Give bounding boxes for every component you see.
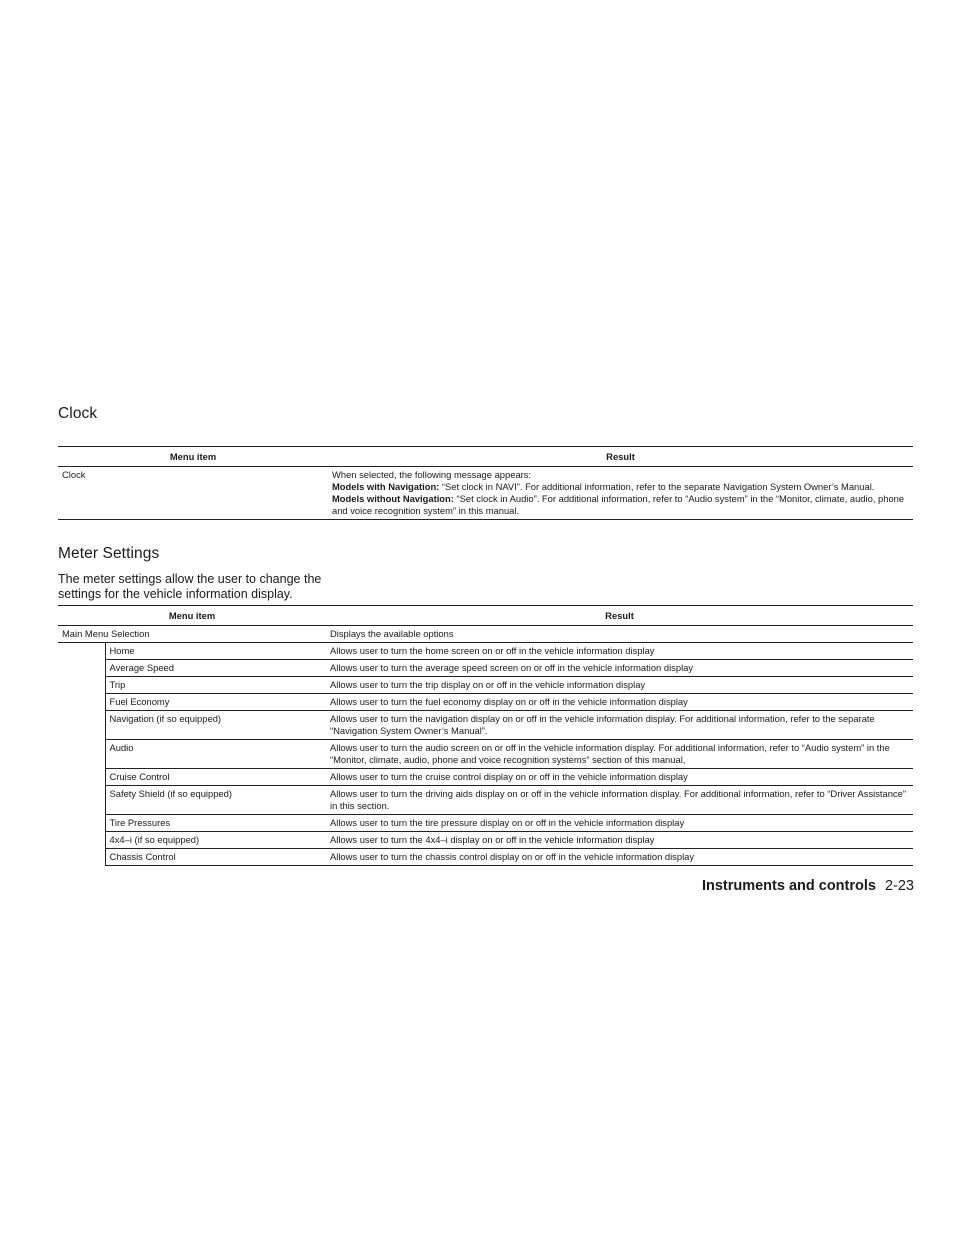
without-nav-text: “Set clock in Audio”. For additional information, refer to “Audio system” in the “Monitor, climate, audio, phone and voice recognition system” in this manual. (332, 493, 905, 516)
page-footer (702, 878, 914, 894)
sub-menu-result: Allows user to turn the 4x4–i display on or off in the vehicle information display (326, 832, 913, 849)
table-row (58, 740, 913, 769)
table-row (58, 467, 913, 520)
sub-menu-result: Allows user to turn the cruise control display on or off in the vehicle information display (326, 769, 913, 786)
indent-spacer-cell (58, 643, 105, 866)
meter-table-header-row (58, 606, 913, 626)
clock-header-menu-item: Menu item (58, 447, 328, 467)
sub-menu-result: Allows user to turn the chassis control display on or off in the vehicle information display (326, 849, 913, 866)
sub-menu-result: Allows user to turn the average speed screen on or off in the vehicle information display (326, 660, 913, 677)
meter-settings-table (58, 605, 913, 866)
sub-menu-result: Allows user to turn the home screen on or off in the vehicle information display (326, 643, 913, 660)
without-nav-label: Models without Navigation: (332, 493, 454, 504)
sub-menu-item: Navigation (if so equipped) (105, 711, 326, 740)
meter-settings-heading: Meter Settings (58, 545, 160, 562)
footer-page-number: 2-23 (884, 878, 914, 894)
meter-header-menu-item: Menu item (58, 606, 326, 626)
table-row (58, 677, 913, 694)
sub-menu-item: Chassis Control (105, 849, 326, 866)
table-row (58, 832, 913, 849)
footer-section-name: Instruments and controls (701, 878, 876, 894)
table-row (58, 769, 913, 786)
clock-table-header-row (58, 447, 913, 467)
meter-header-result: Result (326, 606, 913, 626)
table-row-main-menu (58, 626, 913, 643)
clock-row-result (328, 467, 913, 520)
sub-menu-item: Audio (105, 740, 326, 769)
table-row (58, 711, 913, 740)
sub-menu-result: Allows user to turn the navigation display on or off in the vehicle information display. For additional information, refer to the separate “Navigation System Owner’s Manual”. (326, 711, 913, 740)
sub-menu-item: Home (105, 643, 326, 660)
table-row (58, 660, 913, 677)
sub-menu-result: Allows user to turn the tire pressure display on or off in the vehicle information display (326, 815, 913, 832)
table-row (58, 694, 913, 711)
with-nav-text: “Set clock in NAVI”. For additional information, refer to the separate Navigation System Owner’s Manual. (439, 481, 875, 492)
meter-settings-intro: The meter settings allow the user to change the settings for the vehicle information display. (58, 572, 322, 601)
sub-menu-result: Allows user to turn the trip display on or off in the vehicle information display (326, 677, 913, 694)
clock-row-item: Clock (58, 467, 328, 520)
sub-menu-item: Average Speed (105, 660, 326, 677)
sub-menu-item: Cruise Control (105, 769, 326, 786)
clock-header-result: Result (328, 447, 913, 467)
sub-menu-result: Allows user to turn the driving aids display on or off in the vehicle information display. For additional information, refer to “Driver Assistance” in this section. (326, 786, 913, 815)
main-menu-result: Displays the available options (326, 626, 913, 643)
clock-result-with-nav (332, 481, 909, 493)
sub-menu-item: Safety Shield (if so equipped) (105, 786, 326, 815)
main-menu-item: Main Menu Selection (58, 626, 326, 643)
with-nav-label: Models with Navigation: (332, 481, 440, 492)
clock-table (58, 446, 913, 520)
sub-menu-item: Fuel Economy (105, 694, 326, 711)
sub-menu-item: Trip (105, 677, 326, 694)
sub-menu-result: Allows user to turn the fuel economy display on or off in the vehicle information display (326, 694, 913, 711)
table-row (58, 815, 913, 832)
meter-table-body (58, 626, 913, 866)
sub-menu-item: 4x4–i (if so equipped) (105, 832, 326, 849)
clock-section-heading: Clock (58, 405, 98, 422)
clock-result-intro: When selected, the following message appears: (332, 469, 532, 480)
sub-menu-result: Allows user to turn the audio screen on or off in the vehicle information display. For additional information, refer to “Audio system” in the “Monitor, climate, audio, phone and voice recognition systems” section of this manual, (326, 740, 913, 769)
table-row (58, 643, 913, 660)
sub-menu-item: Tire Pressures (105, 815, 326, 832)
table-row (58, 786, 913, 815)
clock-result-without-nav (332, 493, 909, 517)
table-row (58, 849, 913, 866)
